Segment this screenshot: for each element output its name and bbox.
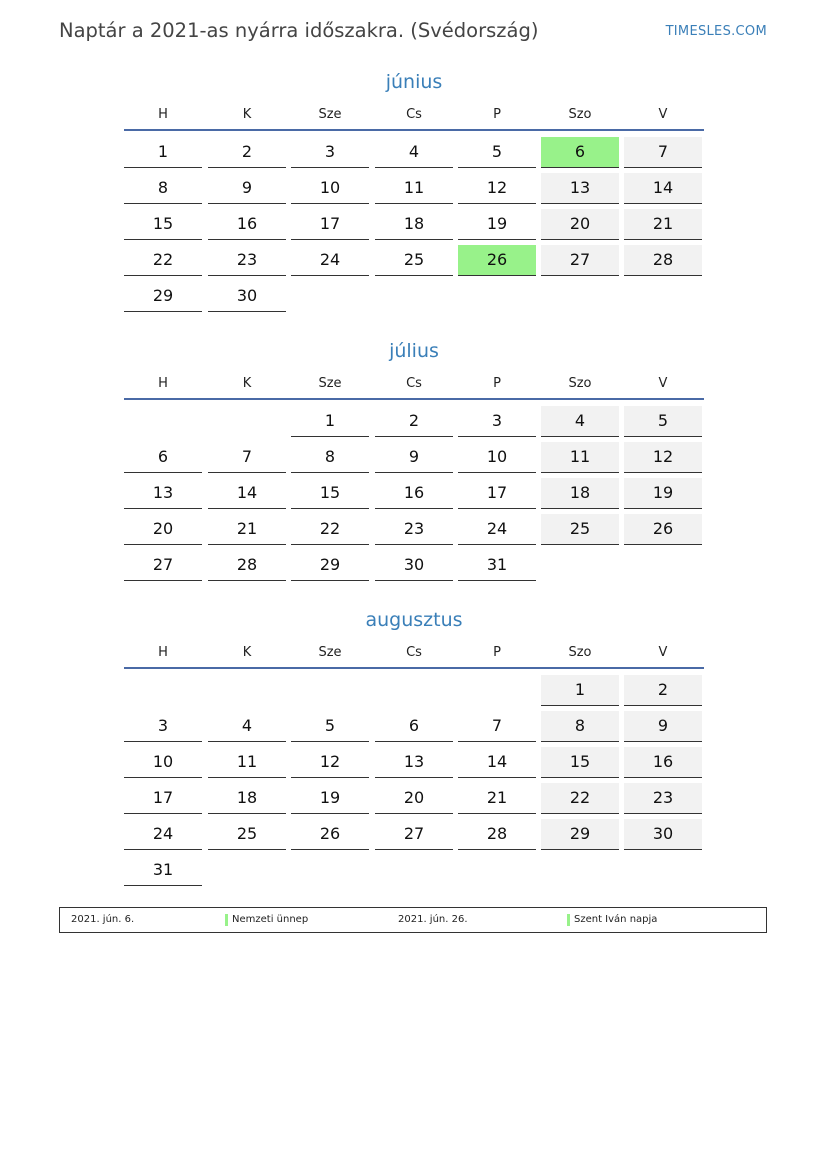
day-cell[interactable]: 21	[624, 209, 702, 240]
day-cell[interactable]: 15	[291, 478, 369, 509]
day-cell[interactable]: 21	[458, 783, 536, 814]
day-cell[interactable]: 16	[208, 209, 286, 240]
weekday-header	[124, 107, 704, 127]
day-cell[interactable]: 27	[375, 819, 453, 850]
day-cell[interactable]: 2	[375, 406, 453, 437]
month-title: június	[385, 71, 443, 93]
day-cell[interactable]: 20	[541, 209, 619, 240]
day-cell[interactable]: 4	[375, 137, 453, 168]
weekday-label: Sze	[318, 107, 342, 122]
legend-entry-2	[567, 908, 657, 932]
day-cell[interactable]: 11	[541, 442, 619, 473]
day-cell[interactable]: 1	[291, 406, 369, 437]
day-cell[interactable]: 6	[375, 711, 453, 742]
day-cell[interactable]: 31	[124, 855, 202, 886]
weekday-label: P	[493, 107, 501, 122]
day-cell[interactable]: 18	[208, 783, 286, 814]
legend-name-1: Nemzeti ünnep	[232, 914, 309, 925]
day-cell[interactable]: 14	[458, 747, 536, 778]
weekday-header	[124, 645, 704, 665]
day-cell[interactable]: 23	[624, 783, 702, 814]
header-divider	[124, 667, 704, 669]
day-cell[interactable]: 17	[458, 478, 536, 509]
holiday-day-cell[interactable]: 26	[458, 245, 536, 276]
day-cell[interactable]: 10	[458, 442, 536, 473]
day-cell[interactable]: 25	[541, 514, 619, 545]
day-cell[interactable]: 12	[624, 442, 702, 473]
day-cell[interactable]: 8	[291, 442, 369, 473]
header-divider	[124, 398, 704, 400]
day-cell[interactable]: 2	[624, 675, 702, 706]
day-cell[interactable]: 16	[375, 478, 453, 509]
holiday-day-cell[interactable]: 6	[541, 137, 619, 168]
day-cell[interactable]: 21	[208, 514, 286, 545]
weekday-label: Sze	[318, 645, 342, 660]
day-cell[interactable]: 22	[541, 783, 619, 814]
day-cell[interactable]: 25	[375, 245, 453, 276]
day-cell[interactable]: 19	[624, 478, 702, 509]
day-cell[interactable]: 24	[458, 514, 536, 545]
day-cell[interactable]: 27	[124, 550, 202, 581]
day-cell[interactable]: 12	[291, 747, 369, 778]
day-cell[interactable]: 13	[541, 173, 619, 204]
day-cell[interactable]: 19	[291, 783, 369, 814]
day-cell[interactable]: 9	[208, 173, 286, 204]
weekday-header	[124, 376, 704, 396]
day-cell[interactable]: 30	[208, 281, 286, 312]
day-cell[interactable]: 18	[375, 209, 453, 240]
weekday-label: K	[242, 107, 252, 122]
day-cell[interactable]: 28	[624, 245, 702, 276]
weekday-label: K	[242, 645, 252, 660]
legend-color-marker-2	[567, 914, 570, 926]
day-cell[interactable]: 7	[208, 442, 286, 473]
day-cell[interactable]: 10	[124, 747, 202, 778]
day-cell[interactable]: 7	[458, 711, 536, 742]
day-cell[interactable]: 28	[208, 550, 286, 581]
day-cell[interactable]: 4	[541, 406, 619, 437]
day-cell[interactable]: 4	[208, 711, 286, 742]
day-cell[interactable]: 5	[458, 137, 536, 168]
day-cell[interactable]: 20	[375, 783, 453, 814]
brand-link[interactable]: TIMESLES.COM	[665, 24, 767, 39]
weekday-label: Cs	[406, 376, 422, 391]
header-divider	[124, 129, 704, 131]
day-cell[interactable]: 30	[624, 819, 702, 850]
weekday-label: P	[493, 645, 501, 660]
day-cell[interactable]: 14	[624, 173, 702, 204]
day-cell[interactable]: 19	[458, 209, 536, 240]
day-cell[interactable]: 12	[458, 173, 536, 204]
day-cell[interactable]: 17	[124, 783, 202, 814]
day-cell[interactable]: 3	[291, 137, 369, 168]
day-cell[interactable]: 10	[291, 173, 369, 204]
day-cell[interactable]: 23	[375, 514, 453, 545]
day-cell[interactable]: 11	[375, 173, 453, 204]
day-cell[interactable]: 28	[458, 819, 536, 850]
weekday-label: H	[158, 107, 168, 122]
weekday-label: K	[242, 376, 252, 391]
day-cell[interactable]: 9	[624, 711, 702, 742]
day-cell[interactable]: 26	[291, 819, 369, 850]
weekday-label: P	[493, 376, 501, 391]
day-cell[interactable]: 27	[541, 245, 619, 276]
day-cell[interactable]: 29	[124, 281, 202, 312]
weekday-label: Cs	[406, 645, 422, 660]
day-cell[interactable]: 25	[208, 819, 286, 850]
day-cell[interactable]: 8	[124, 173, 202, 204]
day-cell[interactable]: 13	[124, 478, 202, 509]
day-cell[interactable]: 11	[208, 747, 286, 778]
day-cell[interactable]: 3	[124, 711, 202, 742]
day-cell[interactable]: 14	[208, 478, 286, 509]
day-cell[interactable]: 29	[291, 550, 369, 581]
day-cell[interactable]: 26	[624, 514, 702, 545]
day-cell[interactable]: 2	[208, 137, 286, 168]
page-title: Naptár a 2021-as nyárra időszakra. (Svédország)	[59, 19, 539, 42]
day-cell[interactable]: 15	[124, 209, 202, 240]
day-cell[interactable]: 16	[624, 747, 702, 778]
day-cell[interactable]: 24	[291, 245, 369, 276]
day-cell[interactable]: 24	[124, 819, 202, 850]
weekday-label: V	[658, 645, 668, 660]
legend-entry-1	[225, 908, 308, 932]
month-title: július	[389, 340, 439, 362]
day-cell[interactable]: 13	[375, 747, 453, 778]
legend-date-1: 2021. jún. 6.	[71, 914, 135, 925]
legend-date-2: 2021. jún. 26.	[398, 914, 468, 925]
day-cell[interactable]: 3	[458, 406, 536, 437]
day-cell[interactable]: 22	[124, 245, 202, 276]
day-cell[interactable]: 20	[124, 514, 202, 545]
day-cell[interactable]: 29	[541, 819, 619, 850]
day-cell[interactable]: 6	[124, 442, 202, 473]
month-title: augusztus	[365, 609, 463, 631]
day-cell[interactable]: 1	[541, 675, 619, 706]
weekday-label: Szo	[568, 376, 592, 391]
weekday-label: Szo	[568, 107, 592, 122]
day-cell[interactable]: 7	[624, 137, 702, 168]
day-cell[interactable]: 31	[458, 550, 536, 581]
weekday-label: V	[658, 107, 668, 122]
weekday-label: Sze	[318, 376, 342, 391]
legend-color-marker-1	[225, 914, 228, 926]
holiday-legend	[59, 907, 767, 933]
day-cell[interactable]: 30	[375, 550, 453, 581]
day-cell[interactable]: 5	[291, 711, 369, 742]
day-cell[interactable]: 1	[124, 137, 202, 168]
weekday-label: H	[158, 376, 168, 391]
day-cell[interactable]: 22	[291, 514, 369, 545]
legend-name-2: Szent Iván napja	[574, 914, 658, 925]
weekday-label: H	[158, 645, 168, 660]
day-cell[interactable]: 8	[541, 711, 619, 742]
weekday-label: Cs	[406, 107, 422, 122]
weekday-label: Szo	[568, 645, 592, 660]
day-cell[interactable]: 9	[375, 442, 453, 473]
weekday-label: V	[658, 376, 668, 391]
day-cell[interactable]: 5	[624, 406, 702, 437]
day-cell[interactable]: 18	[541, 478, 619, 509]
day-cell[interactable]: 17	[291, 209, 369, 240]
day-cell[interactable]: 15	[541, 747, 619, 778]
day-cell[interactable]: 23	[208, 245, 286, 276]
